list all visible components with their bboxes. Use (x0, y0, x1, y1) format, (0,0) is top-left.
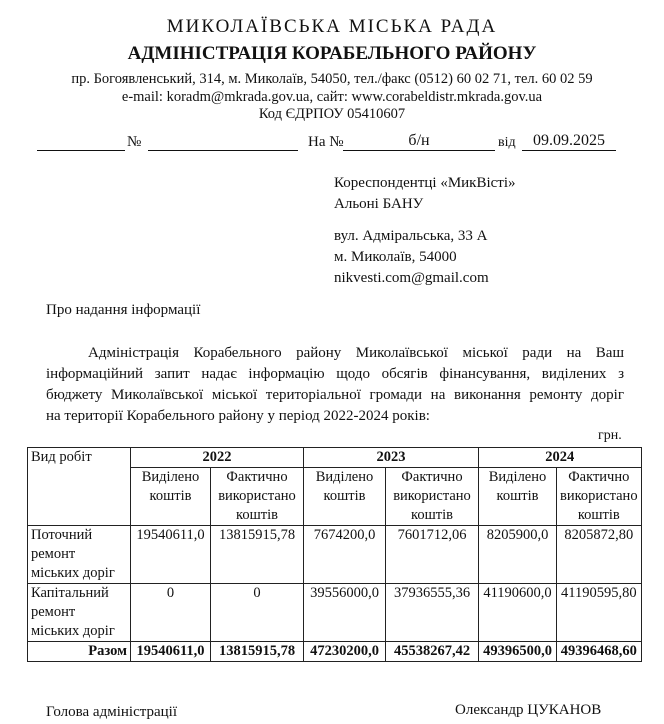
table-row (28, 526, 642, 584)
total-cell: 19540611,0 (131, 642, 211, 662)
type-header: Вид робіт (28, 448, 131, 526)
on-number-label: На № (308, 134, 344, 150)
cell: 8205872,80 (557, 526, 642, 584)
total-cell: 47230200,0 (304, 642, 386, 662)
year-header: 2022 (131, 448, 304, 468)
recipient-line1: Кореспондентці «МикВісті» (334, 175, 516, 191)
recipient-email: nikvesti.com@gmail.com (334, 270, 489, 286)
row-label: Капітальний ремонт міських доріг (28, 584, 131, 642)
used-header: Фактично використано коштів (211, 468, 304, 526)
outgoing-number-line (37, 150, 125, 151)
year-header: 2023 (304, 448, 479, 468)
body-line: Адміністрація Корабельного району Миколаївської міської ради на Ваш (88, 345, 624, 361)
allocated-header: Виділено коштів (479, 468, 557, 526)
administration-name: АДМІНІСТРАЦІЯ КОРАБЕЛЬНОГО РАЙОНУ (127, 43, 537, 64)
cell: 0 (131, 584, 211, 642)
contacts: e-mail: koradm@mkrada.gov.ua, сайт: www.corabeldistr.mkrada.gov.ua (121, 89, 543, 105)
on-number-value: б/н (408, 132, 430, 149)
subject: Про надання інформації (46, 302, 201, 318)
cell: 0 (211, 584, 304, 642)
year-header: 2024 (479, 448, 642, 468)
total-cell: 13815915,78 (211, 642, 304, 662)
total-cell: 49396468,60 (557, 642, 642, 662)
date-field (522, 150, 616, 151)
cell: 7674200,0 (304, 526, 386, 584)
signatory-name: Олександр ЦУКАНОВ (455, 702, 602, 718)
recipient-line2: Альоні БАНУ (334, 196, 424, 212)
recipient-city: м. Миколаїв, 54000 (334, 249, 457, 265)
table-header-row (28, 448, 642, 468)
body-line: інформаційний запит надає інформацію щодо обсягів фінансування, виділених з (46, 366, 624, 382)
allocated-header: Виділено коштів (131, 468, 211, 526)
signatory-position: Голова адміністрації (46, 704, 177, 720)
table-row (28, 584, 642, 642)
cell: 19540611,0 (131, 526, 211, 584)
total-cell: 45538267,42 (386, 642, 479, 662)
cell: 41190600,0 (479, 584, 557, 642)
outgoing-number-field (148, 150, 298, 151)
edrpou-code: Код ЄДРПОУ 05410607 (258, 106, 406, 122)
allocated-header: Виділено коштів (304, 468, 386, 526)
used-header: Фактично використано коштів (557, 468, 642, 526)
total-cell: 49396500,0 (479, 642, 557, 662)
funding-table (27, 447, 642, 662)
council-name: МИКОЛАЇВСЬКА МІСЬКА РАДА (166, 16, 498, 37)
body-line: бюджету Миколаївської міської територіальної громади на виконання ремонту доріг (46, 387, 624, 403)
body-line: на території Корабельного району у період 2022-2024 років: (46, 408, 430, 424)
recipient-street: вул. Адміральська, 33 А (334, 228, 488, 244)
table-total-row (28, 642, 642, 662)
date-value: 09.09.2025 (533, 132, 605, 149)
cell: 41190595,80 (557, 584, 642, 642)
on-number-field (343, 150, 495, 151)
cell: 8205900,0 (479, 526, 557, 584)
cell: 7601712,06 (386, 526, 479, 584)
address: пр. Богоявленський, 314, м. Миколаїв, 54050, тел./факс (0512) 60 02 71, тел. 60 02 59 (71, 71, 593, 87)
number-label: № (127, 134, 142, 150)
cell: 39556000,0 (304, 584, 386, 642)
used-header: Фактично використано коштів (386, 468, 479, 526)
total-label: Разом (28, 642, 131, 662)
row-label: Поточний ремонт міських доріг (28, 526, 131, 584)
unit-label: грн. (598, 428, 622, 443)
cell: 13815915,78 (211, 526, 304, 584)
cell: 37936555,36 (386, 584, 479, 642)
date-label: від (498, 135, 516, 150)
